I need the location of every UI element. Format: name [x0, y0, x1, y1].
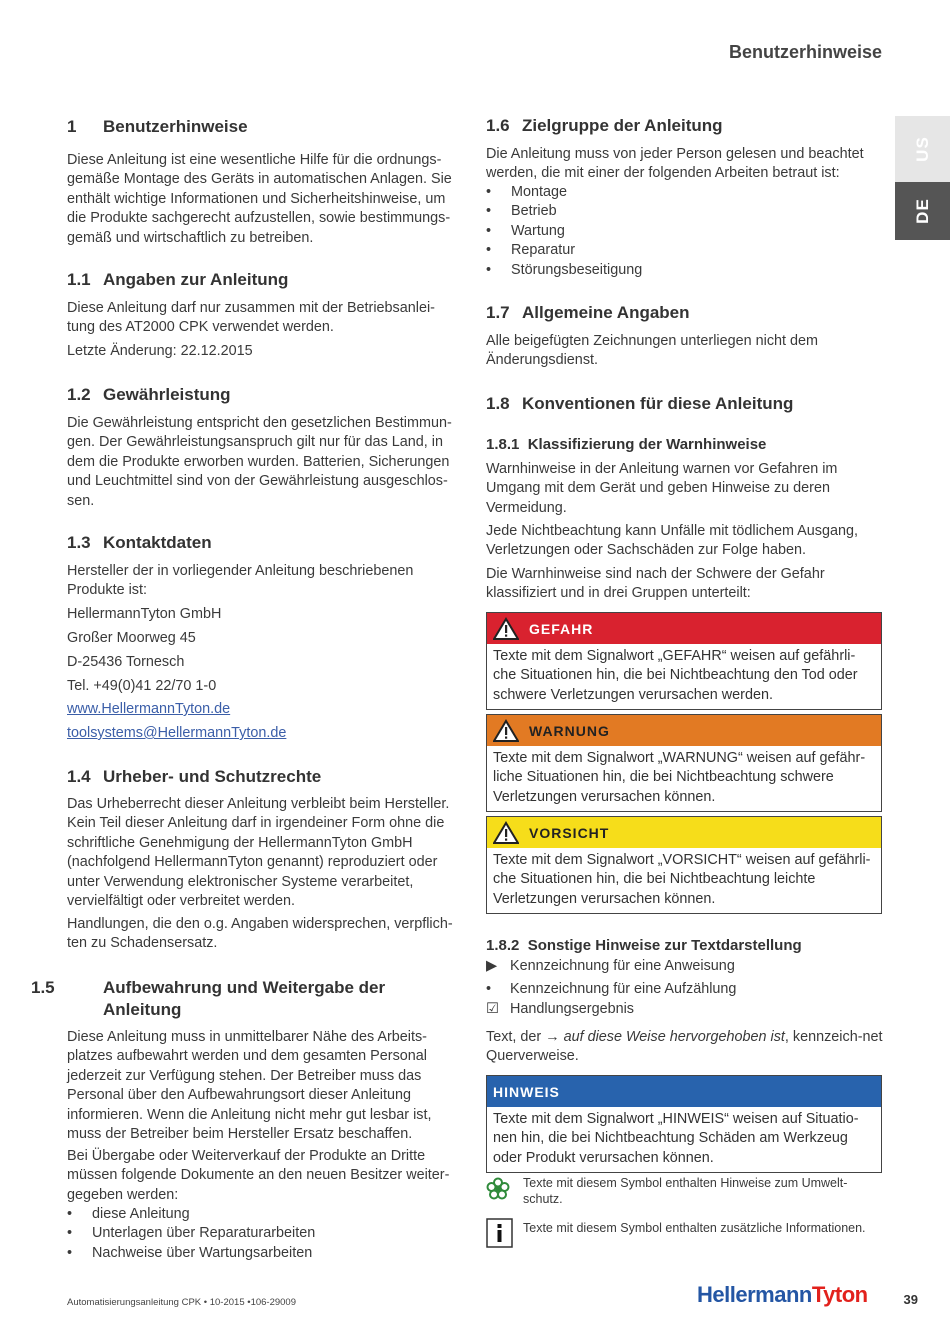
paragraph: Die Warnhinweise sind nach der Schwere der Gefahr klassifiziert und in drei Gruppen unterteilt: — [486, 566, 825, 602]
warning-triangle-icon — [493, 821, 519, 845]
paragraph: Das Urheberrecht dieser Anleitung verbleibt beim Hersteller. Kein Teil dieser Anleitung darf in irgendeiner Form ohne die schriftliche Genehmigung der HellermannTyton GmbH (nachfolgend HellermannTyton genannt) reproduziert oder unter Verwendung elektronischer Systeme verarbeitet, vervielfältigt oder verbreitet werden. — [67, 796, 450, 910]
list-item: • Nachweise über Wartungsarbeiten — [67, 1244, 313, 1261]
heading-1-8: 1.8 Konventionen für diese Anleitung — [486, 394, 794, 413]
website-link[interactable]: www.HellermannTyton.de — [67, 701, 231, 717]
notice-text: Texte mit dem Signalwort „HINWEIS“ weisen auf Situatio-nen hin, die bei Nichtbeachtung Schäden am Werkzeug oder Produkt verursachen können. — [493, 1111, 859, 1166]
last-change-date: Letzte Änderung: 22.12.2015 — [67, 343, 253, 359]
paragraph: Jede Nichtbeachtung kann Unfälle mit tödlichem Ausgang, Verletzungen oder Sachschäden zur Folge haben. — [486, 523, 858, 559]
notice-label: HINWEIS — [493, 1083, 560, 1100]
caution-header — [487, 817, 881, 848]
list-item: • Störungsbeseitigung — [486, 261, 643, 278]
checkbox-icon: ☑ — [486, 1001, 499, 1017]
email-link[interactable]: toolsystems@HellermannTyton.de — [67, 725, 287, 741]
caution-box — [486, 816, 882, 914]
paragraph: Die Anleitung muss von jeder Person gelesen und beachtet werden, die mit einer der folgenden Arbeiten betraut ist: — [486, 146, 864, 182]
brand-logo: HellermannTyton — [697, 1282, 868, 1307]
paragraph: Warnhinweise in der Anleitung warnen vor Gefahren im Umgang mit dem Gerät und geben Hinweise zu deren Vermeidung. — [486, 461, 838, 516]
heading-1-8-1: 1.8.1 Klassifizierung der Warnhinweise — [486, 436, 767, 453]
convention-enumeration: • Kennzeichnung für eine Aufzählung — [486, 980, 736, 999]
address-street: Großer Moorweg 45 — [67, 630, 196, 646]
tab-us-label: US — [912, 136, 932, 162]
heading-1-1: 1.1 Angaben zur Anleitung — [67, 270, 289, 289]
document-list — [67, 1205, 462, 1263]
page-number: 39 — [903, 1292, 918, 1307]
phone-number: Tel. +49(0)41 22/70 1-0 — [67, 678, 217, 694]
paragraph: Diese Anleitung muss in unmittelbarer Nähe des Arbeits-platzes aufbewahrt werden und dem gesamten Personal jederzeit zur Verfügung stehen. Der Betreiber muss das Personal über den Aufbewahrungsort dieser Anleitung informieren. Wenn die Anleitung nicht mehr gut lesbar ist, muss der Betreiber beim Hersteller Ersatz beschaffen. — [67, 1029, 432, 1143]
paragraph: Diese Anleitung darf nur zusammen mit der Betriebsanlei-tung des AT2000 CPK verwendet werden. — [67, 300, 435, 336]
paragraph: Diese Anleitung ist eine wesentliche Hilfe für die ordnungs-gemäße Montage des Geräts in automatischen Anlagen. Sie enthält wichtige Informationen und Sicherheitshinweise, um die Produkte sachgerecht aufzustellen, sowie bestimmungs-gemäß und wirtschaftlich zu betreiben. — [67, 152, 452, 246]
list-item: • Reparatur — [486, 242, 575, 259]
warning-triangle-icon — [493, 617, 519, 641]
tab-de-label: DE — [912, 198, 932, 224]
environment-note: Texte mit diesem Symbol enthalten Hinweise zum Umwelt-schutz. — [523, 1176, 848, 1206]
info-note: Texte mit diesem Symbol enthalten zusätzliche Informationen. — [523, 1221, 866, 1235]
tab-us[interactable] — [895, 116, 950, 182]
running-header: Benutzerhinweise — [728, 42, 882, 62]
warning-label: WARNUNG — [529, 722, 610, 739]
danger-label: GEFAHR — [529, 620, 594, 637]
heading-1-5: 1.5 Aufbewahrung und Weitergabe der Anleitung — [31, 978, 386, 1019]
heading-1-6: 1.6 Zielgruppe der Anleitung — [486, 116, 723, 135]
address-city: D-25436 Tornesch — [67, 654, 185, 670]
paragraph: Alle beigefügten Zeichnungen unterliegen nicht dem Änderungsdienst. — [486, 333, 819, 369]
triangle-right-icon: ▶ — [486, 958, 498, 974]
heading-1-4: 1.4 Urheber- und Schutzrechte — [67, 767, 322, 786]
cross-reference-note: Text, der → auf diese Weise hervorgehoben ist, kennzeich-net Querverweise. — [486, 1029, 883, 1065]
tab-de[interactable] — [895, 182, 950, 240]
list-item: • Montage — [486, 184, 568, 200]
danger-header — [487, 613, 881, 644]
heading-1-7: 1.7 Allgemeine Angaben — [486, 303, 690, 322]
info-icon — [486, 1218, 513, 1248]
list-item: • Betrieb — [486, 203, 557, 220]
list-item: • diese Anleitung — [67, 1206, 190, 1222]
warning-text: Texte mit dem Signalwort „WARNUNG“ weisen auf gefähr-liche Situationen hin, die bei Nichtbeachtung schwere Verletzungen verursachen können. — [493, 750, 866, 805]
notice-header — [487, 1076, 881, 1107]
heading-1-8-2: 1.8.2 Sonstige Hinweise zur Textdarstellung — [486, 937, 802, 954]
convention-instruction: ▶ Kennzeichnung für eine Anweisung — [486, 957, 735, 976]
convention-result: ☑ Handlungsergebnis — [486, 1000, 634, 1019]
notice-box — [486, 1075, 882, 1173]
company-name: HellermannTyton GmbH — [67, 606, 222, 622]
target-group-list — [486, 183, 883, 280]
paragraph: Handlungen, die den o.g. Angaben widersprechen, verpflich-ten zu Schadensersatz. — [67, 916, 453, 952]
footer-text: Automatisierungsanleitung CPK • 10-2015 •106-29009 — [67, 1297, 296, 1308]
warning-box — [486, 714, 882, 812]
caution-label: VORSICHT — [529, 824, 610, 841]
warning-header — [487, 715, 881, 746]
arrow-right-icon: → — [545, 1029, 564, 1045]
paragraph: Die Gewährleistung entspricht den gesetzlichen Bestimmun-gen. Der Gewährleistungsanspruch gilt nur für das Land, in dem die Produkte erworben wurden. Batterien, Sicherungen und Leuchtmittel sind von der Gewährleistung ausgeschlos-sen. — [67, 415, 452, 509]
paragraph: Hersteller der in vorliegender Anleitung beschriebenen Produkte ist: — [67, 563, 414, 599]
heading-1-3: 1.3 Kontaktdaten — [67, 533, 212, 552]
bullet-icon: • — [486, 981, 492, 997]
heading-1-2: 1.2 Gewährleistung — [67, 385, 231, 404]
list-item: • Wartung — [486, 222, 565, 239]
list-item: • Unterlagen über Reparaturarbeiten — [67, 1225, 316, 1242]
caution-text: Texte mit dem Signalwort „VORSICHT“ weisen auf gefährli-che Situationen hin, die bei Nichtbeachtung leichte Verletzungen verursachen können. — [493, 852, 871, 907]
flower-icon — [486, 1177, 510, 1201]
heading-1: 1 Benutzerhinweise — [67, 117, 248, 136]
paragraph: Bei Übergabe oder Weiterverkauf der Produkte an Dritte müssen folgende Dokumente an den neuen Besitzer weiter-gegeben werden: — [67, 1148, 450, 1203]
danger-text: Texte mit dem Signalwort „GEFAHR“ weisen auf gefährli-che Situationen hin, die bei Nichtbeachtung den Tod oder schwere Verletzungen verursachen werden. — [493, 648, 858, 703]
warning-triangle-icon — [493, 719, 519, 743]
danger-box — [486, 612, 882, 710]
